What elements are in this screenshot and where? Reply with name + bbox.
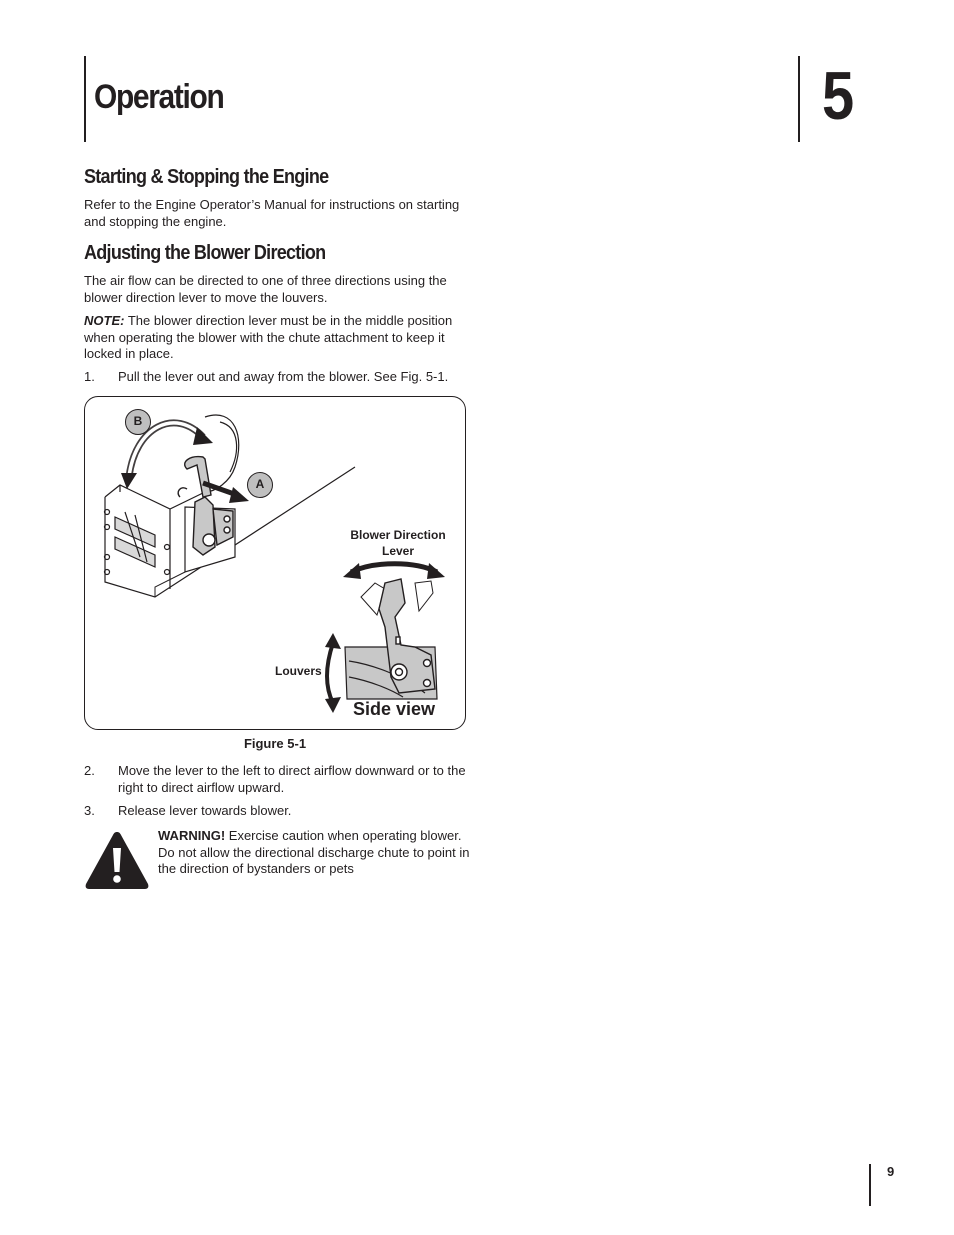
label-louvers: Louvers	[275, 664, 322, 678]
step-text: Move the lever to the left to direct airflow downward or to the right to direct airflow upward.	[118, 763, 466, 795]
warning-text	[158, 828, 474, 878]
paragraph: Refer to the Engine Operator’s Manual for instructions on starting and stopping the engine.	[84, 197, 460, 229]
section-engine	[84, 166, 474, 189]
step-text: Pull the lever out and away from the blower. See Fig. 5-1.	[118, 369, 449, 384]
page-number: 9	[887, 1164, 895, 1179]
paragraph: The air flow can be directed to one of three directions using the blower direction lever to move the louvers.	[84, 273, 447, 305]
warning-icon	[84, 830, 150, 890]
label-blower-direction-lever	[343, 527, 453, 559]
note-label: NOTE:	[84, 313, 125, 328]
warning-label: WARNING!	[158, 828, 226, 843]
chapter-title: Operation	[94, 78, 224, 116]
section-blower-intro	[84, 273, 474, 306]
figure-5-1	[84, 396, 466, 730]
step-number: 1.	[84, 369, 95, 384]
label-side-view: Side view	[353, 699, 436, 719]
note-paragraph	[84, 313, 474, 363]
section-heading: Adjusting the Blower Direction	[84, 242, 326, 264]
callout-b: B	[125, 409, 151, 435]
blower-illustration	[85, 397, 466, 730]
page-number-rule	[869, 1164, 871, 1206]
callout-a: A	[247, 472, 273, 498]
step-text: Release lever towards blower.	[118, 803, 292, 818]
step-number: 2.	[84, 763, 95, 778]
lever-direction-arrow	[351, 564, 437, 572]
note-text: The blower direction lever must be in the middle position when operating the blower with the chute attachment to keep it locked in place.	[84, 313, 453, 361]
section-heading: Starting & Stopping the Engine	[84, 166, 329, 188]
chapter-rule	[798, 56, 800, 142]
figure-caption: Figure 5-1	[243, 736, 307, 751]
note-block	[84, 313, 474, 363]
louver-direction-arrow	[327, 643, 333, 703]
step-number: 3.	[84, 803, 95, 818]
section-engine-body	[84, 197, 474, 230]
warning-body: Exercise caution when operating blower. Do not allow the directional discharge chute to point in the direction of bystanders or pets	[158, 828, 470, 876]
chapter-number: 5	[822, 58, 855, 134]
label-lever-line2: Lever	[381, 544, 415, 558]
label-lever-line1: Blower Direction	[350, 528, 446, 542]
section-blower	[84, 242, 474, 265]
title-rule	[84, 56, 86, 142]
